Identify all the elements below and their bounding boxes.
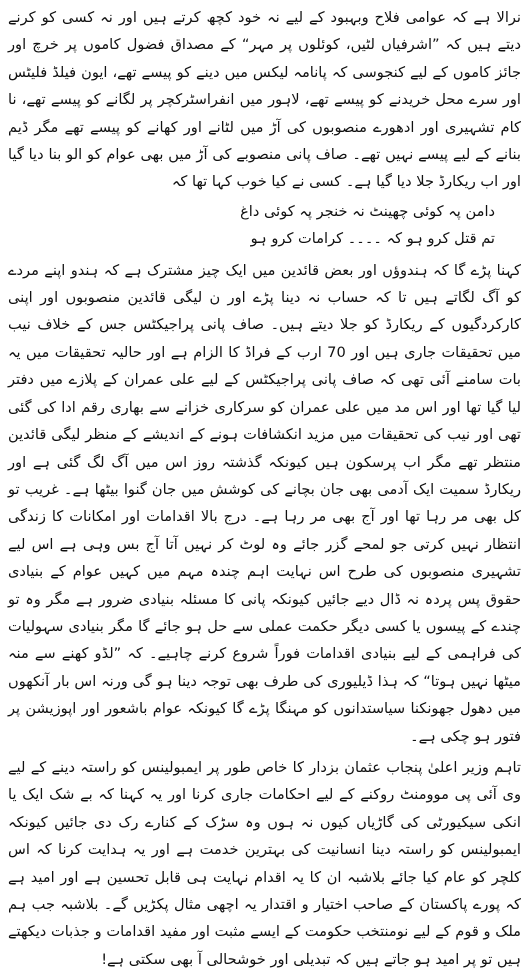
poetry-verse-line-2: تم قتل کرو ہو کہ ۔۔۔۔ کرامات کرو ہو — [250, 230, 495, 248]
article-paragraph-3: تاہم وزیر اعلیٰ پنجاب عثمان بزدار کا خاص طور پر ایمبولینس کو راستہ دینے کے لیے وی آئی پی موومنٹ روکنے کے لیے احکامات جاری کرنا اور یہ کہنا کہ بے شک ایک یا انکی سیکیورٹی کی گاڑیاں کیوں نہ ہوں وہ سڑک کے کنارے رک دی جائیں کیونکہ ایمبولینس کو راستہ دینا انسانیت کی بہترین خدمت ہے اور یہ ہدایت کرنا کہ اس کلچر کو عام کیا جائے بلاشبہ ان کا یہ اقدام نہایت ہی قابل تحسین ہے اور امید ہے کہ پورے پاکستان کے صاحب اختیار و اقتدار یہ اچھی مثال پکڑیں گے۔ بلاشبہ جب ہم ملک و قوم کے لیے نومنتخب حکومت کے ایسے مثبت اور مفید اقدامات و جذبات دیکھتے ہیں تو پر امید ہو جاتے ہیں کہ تبدیلی اور خوشحالی آ بھی سکتی ہے! — [8, 758, 521, 968]
article-paragraph-2: کہنا پڑے گا کہ ہندوؤں اور بعض قائدین میں ایک چیز مشترک ہے کہ ہندو اپنے مردے کو آگ لگاتے ہیں تا کہ حساب نہ دینا پڑے اور ن لیگی قائدین منصوبوں اور اپنی کارکردگیوں کے ریکارڈ کو جلا دیتے ہیں۔ صاف پانی پراجیکٹس جس کے خلاف نیب میں تحقیقات جاری ہیں اور 70 ارب کے فراڈ کا الزام ہے اور حالیہ تحقیقات میں یہ بات سامنے آئی تھی کہ صاف پانی پراجیکٹس کے لیے علی عمران کے پلازے میں دفتر لیا گیا تھا اور اس مد میں علی عمران کو سرکاری خزانے سے بھاری رقم ادا کی گئی تھی اور نیب کی تحقیقات میں مزید انکشافات ہونے کے اندیشے کے منظر لیگی قائدین منتظر تھے مگر اب پرسکون ہیں کیونکہ گذشتہ روز اس میں آگ لگ گئی ہے اور ریکارڈ سمیت ایک آدمی بھی جان بچانے کی کوشش میں جان گنوا بیٹھا ہے۔ غریب تو کل بھی مر رہا تھا اور آج بھی مر رہا ہے۔ درج بالا اقدامات اور امکانات کا زندگی انتظار نہیں کرتی جو لمحے گزر جائے وہ لوٹ کر نہیں آتا آج بس وہی ہے اس لیے تشہیری منصوبوں کی طرح اس نہایت اہم چندہ مہم میں کہیں عوام کے بنیادی حقوق پس پردہ نہ ڈال دیے جائیں کیونکہ پانی کا مسئلہ بنیادی ضرور ہے مگر وہ تو چندے کے پیسوں یا کسی دیگر حکمت عملی سے حل ہو جائے گا مگر بنیادی سہولیات کی فراہمی کے لیے بنیادی اقدامات فوراً شروع کرنے چاہیے۔ کہ ”لڈو کھنے سے منہ میٹھا نہیں ہوتا“ کہ ہذا ڈیلیوری کی طرف بھی توجہ دینا ہو گی ورنہ اس بار آنکھوں میں دھول جھونکنا سیاستدانوں کو مہنگا پڑے گا کیونکہ عوام باشعور اور اپوزیشن پر فتور ہو چکی ہے۔ — [8, 261, 522, 745]
poetry-verse-line-1: دامن پہ کوئی چھینٹ نہ خنجر پہ کوئی داغ — [240, 202, 495, 220]
article-paragraph-intro: نرالا ہے کہ عوامی فلاح وبہبود کے لیے نہ خود کچھ کرتے ہیں اور نہ کسی کو کرنے دیتے ہیں کہ ”اشرفیاں لٹیں، کوئلوں پر مہر“ کے مصداق فضول کاموں پر خرچ اور جائز کاموں کے لیے کنجوسی کہ پانامہ لیکس میں دینے کو پیسے تھے، ایون فیلڈ فلیٹس اور سرے محل خریدنے کو پیسے تھے، لاہور میں انفراسٹرکچر پر لگانے کو پیسے تھے، نا کام تشہیری اور ادھورے منصوبوں کی آڑ میں لٹانے اور کھانے کو پیسے تھے مگر ڈیم بنانے کے لیے پیسے نہیں تھے۔ صاف پانی منصوبے کی آڑ میں بھی عوام کو الو بنا دیا گیا اور اب ریکارڈ جلا دیا گیا ہے۔ کسی نے کیا خوب کہا تھا کہ — [8, 9, 521, 191]
